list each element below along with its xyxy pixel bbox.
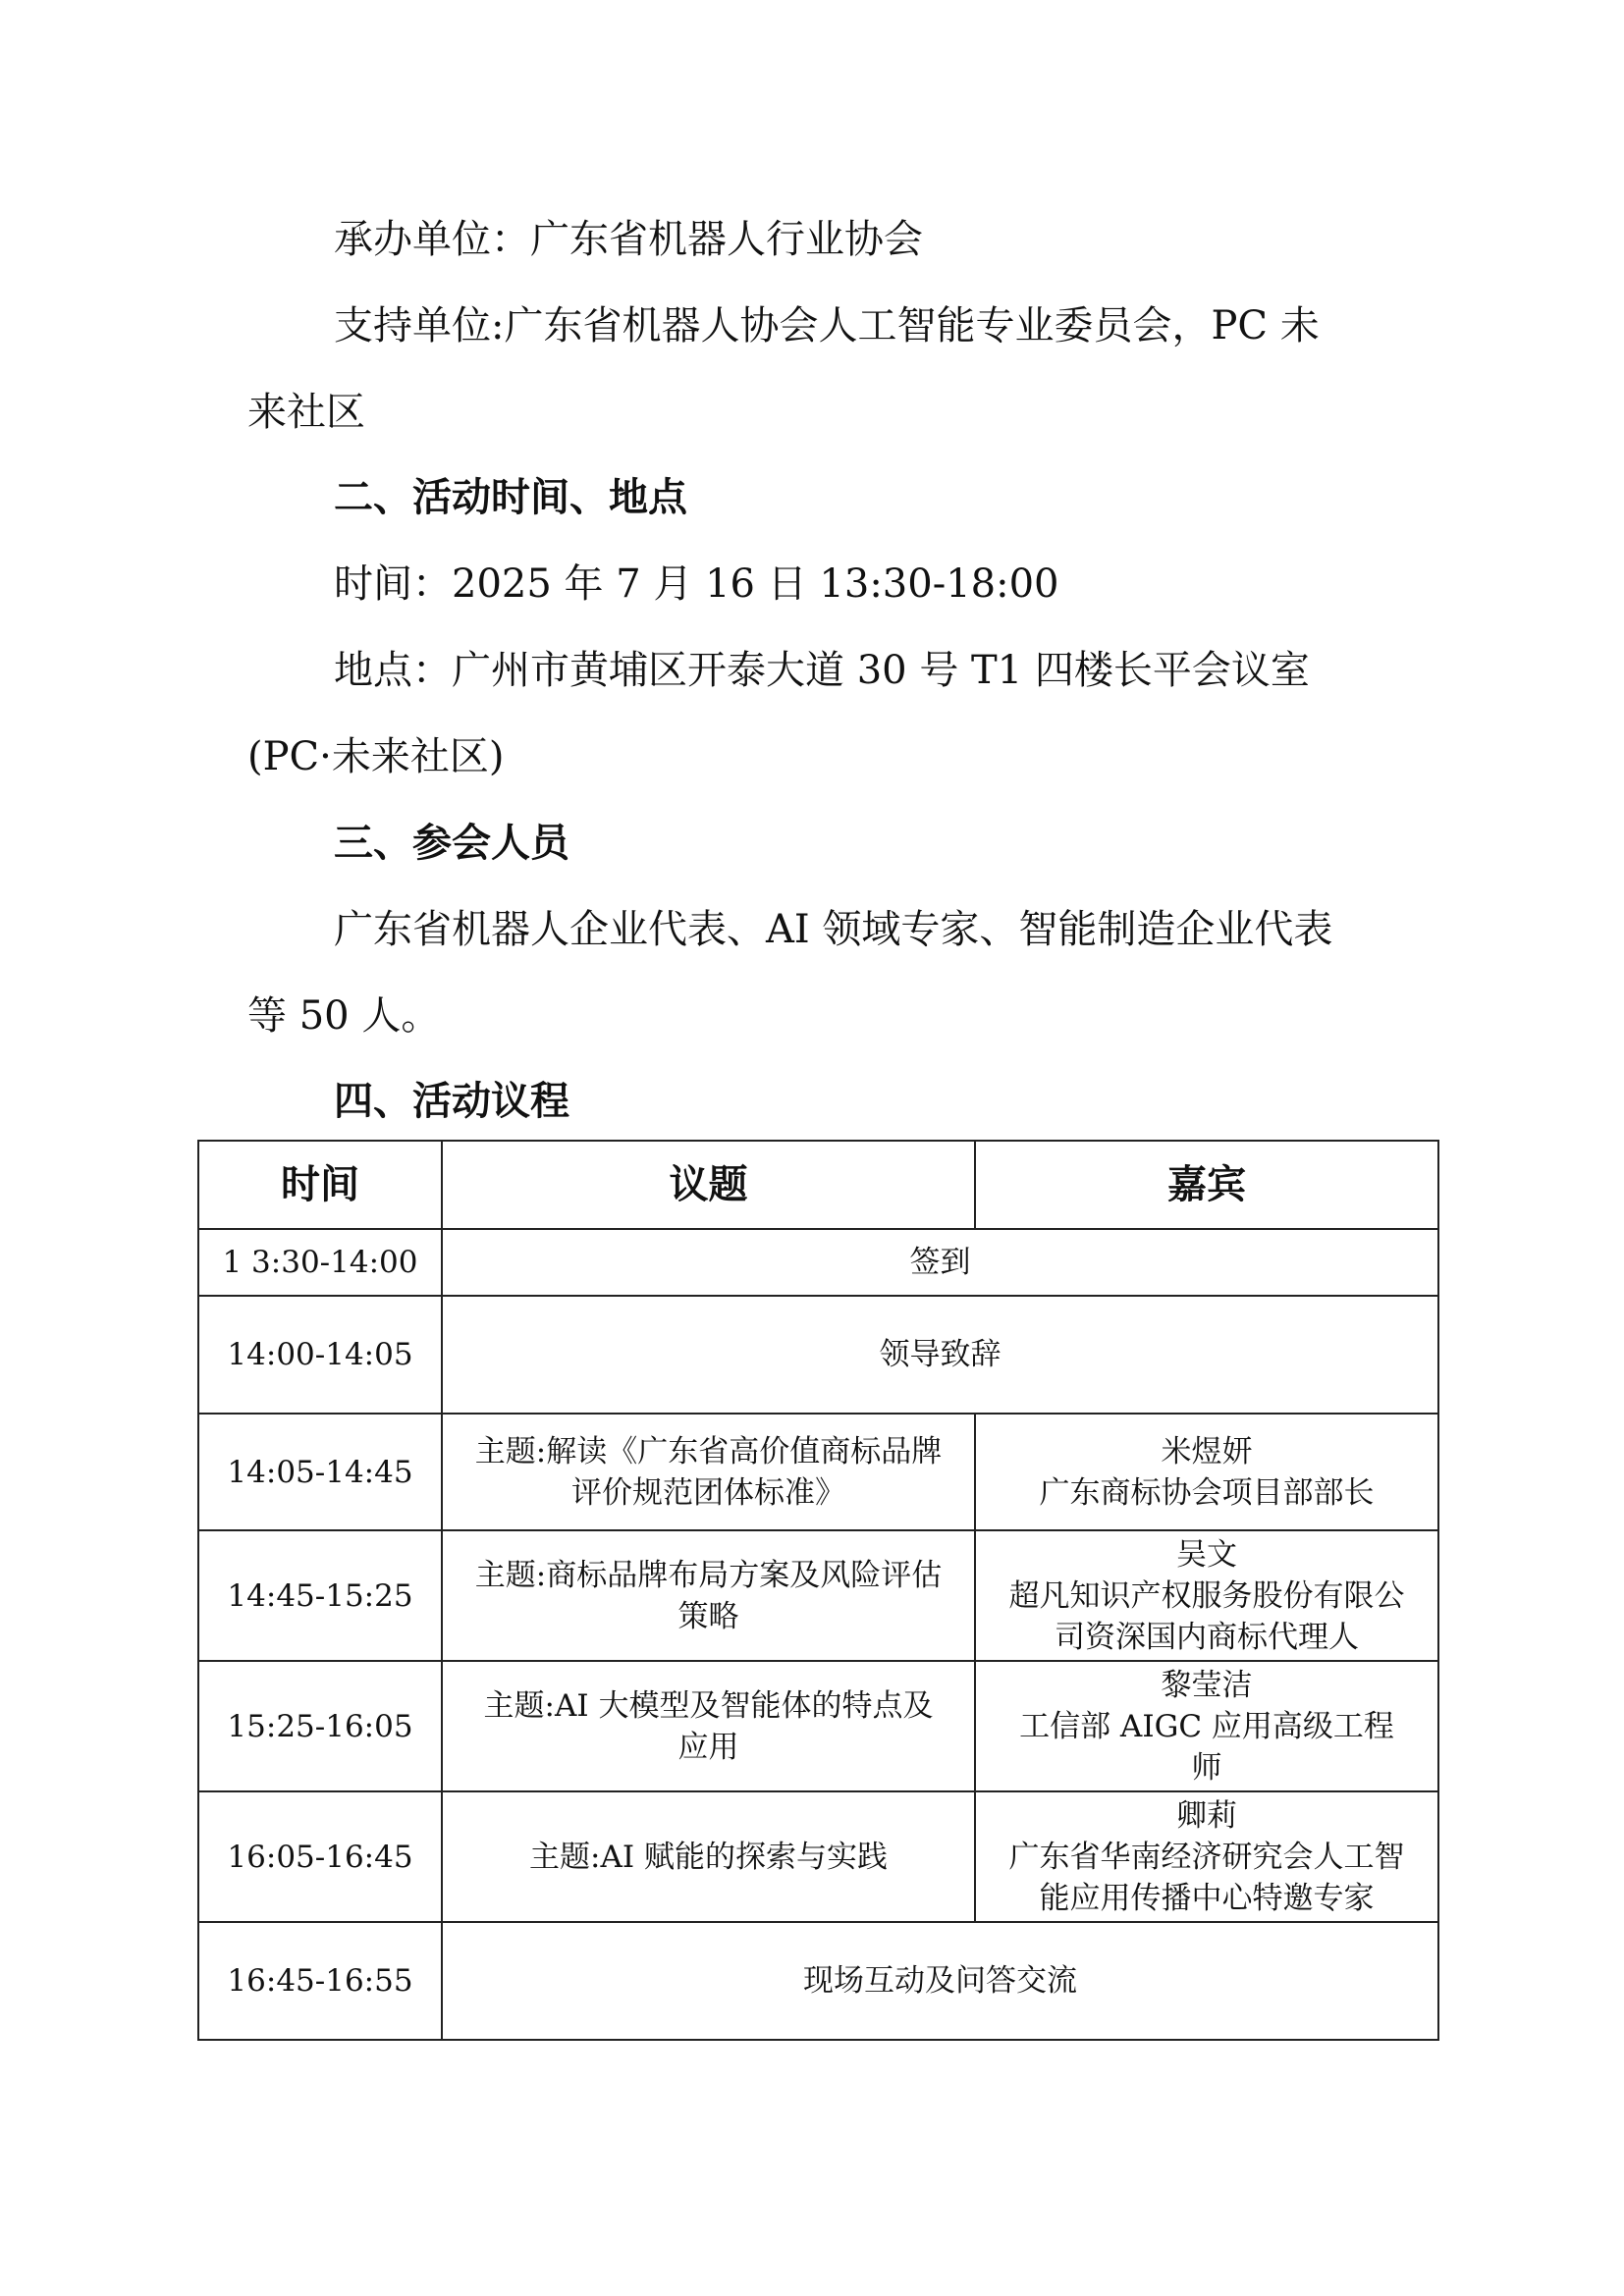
row-topic [442, 1296, 1438, 1414]
guest-title: 广东商标协会项目部部长 [1039, 1474, 1375, 1511]
topic-line: 策略 [677, 1598, 739, 1634]
guest-title: 工信部 AIGC 应用高级工程 [1019, 1708, 1394, 1744]
row-time: 1 3:30-14:00 [198, 1229, 442, 1296]
row-time: 16:45-16:55 [198, 1922, 442, 2040]
guest-title: 能应用传播中心特邀专家 [1039, 1880, 1375, 1916]
venue-line-2: (PC·未来社区) [247, 734, 505, 779]
row-guest [975, 1530, 1438, 1661]
organizer-line: 承办单位：广东省机器人行业协会 [334, 217, 923, 262]
row-topic [442, 1414, 975, 1530]
topic-line: 应用 [677, 1729, 739, 1765]
row-topic [442, 1661, 975, 1791]
topic-line: 签到 [909, 1245, 971, 1280]
support-line-1: 支持单位:广东省机器人协会人工智能专业委员会，PC 未 [334, 303, 1320, 348]
row-time: 14:00-14:05 [198, 1296, 442, 1414]
topic-line: 现场互动及问答交流 [803, 1963, 1077, 1999]
topic-line: 主题:AI 大模型及智能体的特点及 [483, 1687, 934, 1724]
guest-name: 吴文 [1176, 1536, 1237, 1573]
guest-title: 超凡知识产权服务股份有限公 [1008, 1577, 1405, 1614]
topic-line: 主题:商标品牌布局方案及风险评估 [474, 1557, 943, 1593]
row-topic [442, 1791, 975, 1922]
agenda-table [197, 1140, 1439, 2041]
table-row [198, 1229, 1438, 1296]
table-row [198, 1530, 1438, 1661]
row-time: 16:05-16:45 [198, 1791, 442, 1922]
header-topic: 议题 [442, 1141, 975, 1229]
section-heading-agenda: 四、活动议程 [334, 1079, 569, 1124]
topic-line: 评价规范团体标准》 [571, 1474, 845, 1511]
venue-line-1: 地点：广州市黄埔区开泰大道 30 号 T1 四楼长平会议室 [334, 648, 1310, 693]
row-guest [975, 1791, 1438, 1922]
attendees-line-2: 等 50 人。 [247, 993, 441, 1039]
guest-title: 师 [1191, 1749, 1222, 1786]
table-row [198, 1414, 1438, 1530]
table-row [198, 1661, 1438, 1791]
header-time: 时间 [198, 1141, 442, 1229]
row-time: 14:45-15:25 [198, 1530, 442, 1661]
topic-line: 主题:AI 赋能的探索与实践 [529, 1839, 888, 1875]
row-topic [442, 1229, 1438, 1296]
row-time: 15:25-16:05 [198, 1661, 442, 1791]
row-guest [975, 1414, 1438, 1530]
table-row [198, 1296, 1438, 1414]
guest-name: 米煜妍 [1161, 1433, 1253, 1469]
guest-name: 卿莉 [1176, 1797, 1237, 1834]
guest-name: 黎莹洁 [1161, 1667, 1253, 1703]
topic-line: 主题:解读《广东省高价值商标品牌 [474, 1433, 943, 1469]
section-heading-attendees: 三、参会人员 [334, 821, 569, 866]
topic-line: 领导致辞 [879, 1337, 1001, 1372]
attendees-line-1: 广东省机器人企业代表、AI 领域专家、智能制造企业代表 [334, 907, 1333, 952]
row-guest [975, 1661, 1438, 1791]
row-time: 14:05-14:45 [198, 1414, 442, 1530]
row-topic [442, 1922, 1438, 2040]
time-line: 时间：2025 年 7 月 16 日 13:30-18:00 [334, 561, 1059, 607]
table-row [198, 1791, 1438, 1922]
guest-title: 广东省华南经济研究会人工智 [1008, 1839, 1405, 1875]
section-heading-time-venue: 二、活动时间、地点 [334, 475, 687, 520]
guest-title: 司资深国内商标代理人 [1055, 1619, 1359, 1655]
table-row [198, 1922, 1438, 2040]
header-guest: 嘉宾 [975, 1141, 1438, 1229]
agenda-header-row [198, 1141, 1438, 1229]
row-topic [442, 1530, 975, 1661]
support-line-2: 来社区 [247, 390, 365, 435]
